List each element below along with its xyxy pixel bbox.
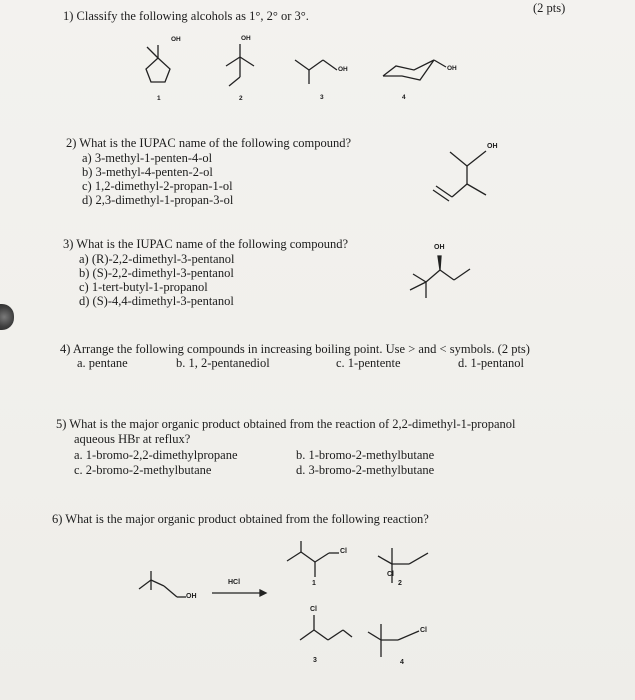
q5-option-c: c. 2-bromo-2-methylbutane [74, 463, 212, 477]
q6-product-3-cl: Cl [310, 606, 317, 613]
q6-product-4 [368, 624, 419, 657]
q6-product-2 [378, 548, 428, 583]
q1-oh-2: OH [241, 35, 251, 42]
q6-num-1: 1 [312, 580, 316, 587]
q3-prompt: 3) What is the IUPAC name of the following compound? [63, 237, 349, 251]
q1-prompt: 1) Classify the following alcohols as 1°, 2° or 3°. [63, 9, 309, 23]
q2-prompt: 2) What is the IUPAC name of the following compound? [66, 136, 352, 150]
q2-oh: OH [487, 143, 498, 150]
q3-option-b: b) (S)-2,2-dimethyl-3-pentanol [79, 266, 234, 280]
q1-num-4: 4 [402, 94, 406, 101]
q3-oh: OH [434, 244, 445, 251]
q1-num-1: 1 [157, 95, 161, 102]
q6-prompt: 6) What is the major organic product obtained from the following reaction? [52, 512, 429, 526]
q2-option-b: b) 3-methyl-4-penten-2-ol [82, 165, 213, 179]
q6-num-4: 4 [400, 659, 404, 666]
q3-option-d: d) (S)-4,4-dimethyl-3-pentanol [79, 294, 234, 308]
q2-option-d: d) 2,3-dimethyl-1-propan-3-ol [82, 193, 234, 207]
q6-reactant-oh: OH [186, 593, 197, 600]
q6-product-2-cl: Cl [387, 571, 394, 578]
q4-option-d: d. 1-pentanol [458, 356, 524, 370]
q6-reaction-arrow [212, 590, 266, 596]
q2-option-a: a) 3-methyl-1-penten-4-ol [82, 151, 213, 165]
q1-points: (2 pts) [533, 1, 566, 15]
q5-option-a: a. 1-bromo-2,2-dimethylpropane [74, 448, 238, 462]
q3-option-c: c) 1-tert-butyl-1-propanol [79, 280, 208, 294]
q2-option-c: c) 1,2-dimethyl-2-propan-1-ol [82, 179, 233, 193]
q1-oh-3: OH [338, 66, 348, 73]
q6-num-3: 3 [313, 657, 317, 664]
q3-option-a: a) (R)-2,2-dimethyl-3-pentanol [79, 252, 235, 266]
q5-prompt-line1: 5) What is the major organic product obtained from the reaction of 2,2-dimethyl-1-propanol [56, 417, 516, 431]
q1-oh-4: OH [447, 65, 457, 72]
q4-option-b: b. 1, 2-pentanediol [176, 356, 270, 370]
q5-option-b: b. 1-bromo-2-methylbutane [296, 448, 435, 462]
q4-prompt: 4) Arrange the following compounds in increasing boiling point. Use > and < symbols. (2 pts) [60, 342, 530, 356]
q6-reagent: HCl [228, 579, 241, 586]
q6-product-4-cl: Cl [420, 627, 427, 634]
q4-option-a: a. pentane [77, 356, 128, 370]
q6-reactant [139, 571, 186, 597]
q6-num-2: 2 [398, 580, 402, 587]
q6-product-1-cl: Cl [340, 548, 347, 555]
q5-option-d: d. 3-bromo-2-methylbutane [296, 463, 435, 477]
q1-oh-1: OH [171, 36, 181, 43]
q6-product-1 [287, 541, 339, 577]
q5-prompt-line2: aqueous HBr at reflux? [74, 432, 191, 446]
q1-num-2: 2 [239, 95, 243, 102]
q4-option-c: c. 1-pentente [336, 356, 401, 370]
q6-product-3 [300, 615, 352, 640]
q1-num-3: 3 [320, 94, 324, 101]
